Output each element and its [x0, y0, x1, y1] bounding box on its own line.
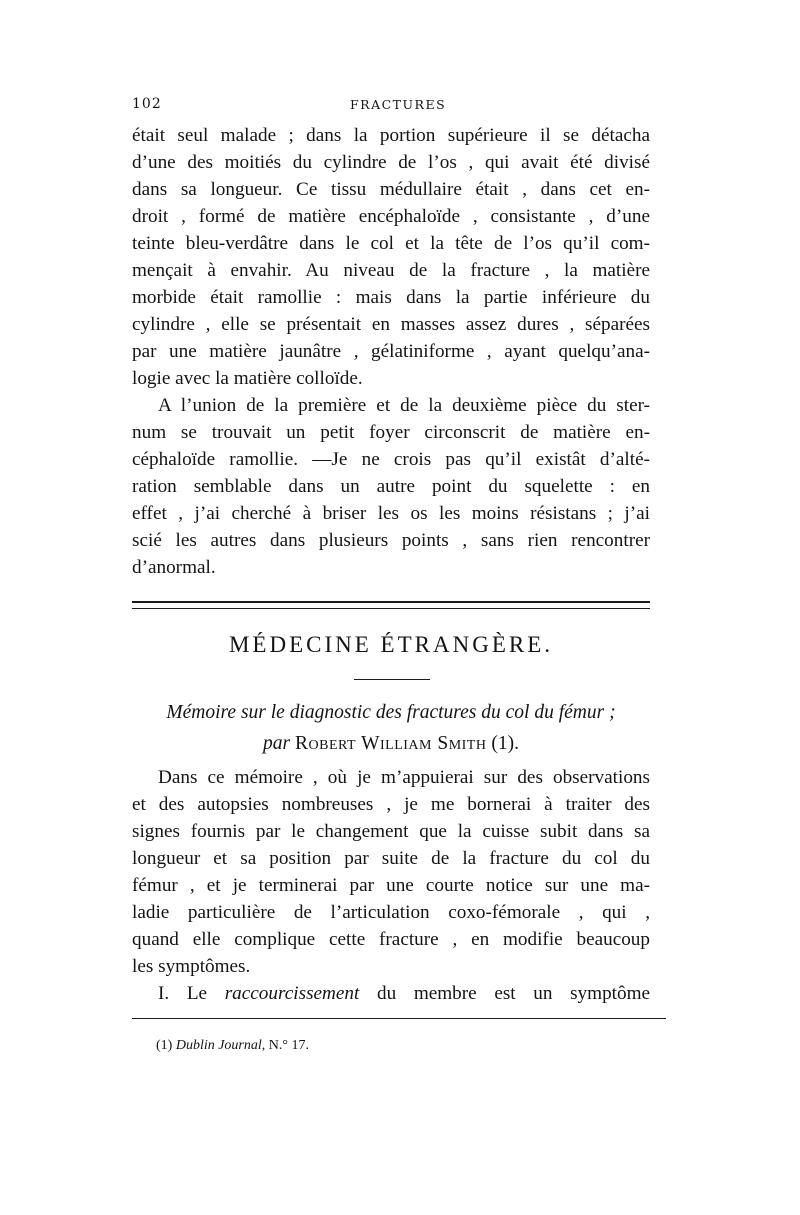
text-line: cylindre , elle se présentait en masses assez dures , séparées [132, 314, 650, 335]
text-line: et des autopsies nombreuses , je me bornerai à traiter des [132, 794, 650, 815]
text-line: ration semblable dans un autre point du squelette : en [132, 476, 650, 497]
text-line: signes fournis par le changement que la cuisse subit dans sa [132, 821, 650, 842]
text-line: mençait à envahir. Au niveau de la fracture , la matière [132, 260, 650, 281]
text-line: A l’union de la première et de la deuxième pièce du ster- [158, 395, 650, 416]
text-line: quand elle complique cette fracture , en modifie beaucoup [132, 929, 650, 950]
text-line: num se trouvait un petit foyer circonscrit de matière en- [132, 422, 650, 443]
title-rule [354, 679, 430, 680]
text-line: par une matière jaunâtre , gélatiniforme , ayant quelqu’ana- [132, 341, 650, 362]
section-title: MÉDECINE ÉTRANGÈRE. [228, 632, 554, 657]
memoir-paragraph [132, 764, 650, 1007]
byline-prefix: par [263, 733, 291, 754]
text-line: d’une des moitiés du cylindre de l’os , qui avait été divisé [132, 152, 650, 173]
text-line: dans sa longueur. Ce tissu médullaire était , dans cet en- [132, 179, 650, 200]
footnote-journal: Dublin Journal [175, 1038, 262, 1053]
page-header [132, 96, 652, 116]
intro-paragraphs [132, 122, 650, 581]
article-title: Mémoire sur le diagnostic des fractures du col du fémur ; [166, 702, 616, 723]
point-rest: du membre est un symptôme [377, 983, 651, 1004]
page-number: 102 [132, 96, 162, 112]
running-head: FRACTURES [350, 97, 447, 112]
point-number: I. [158, 983, 170, 1004]
text-line: céphaloïde ramollie. —Je ne crois pas qu’il existât d’alté- [132, 449, 650, 470]
text-line: droit , formé de matière encéphaloïde , consistante , d’une [132, 206, 650, 227]
author-name: Robert William Smith [295, 733, 487, 754]
text-line: ladie particulière de l’articulation coxo-fémorale , qui , [132, 902, 650, 923]
text-line: scié les autres dans plusieurs points , sans rien rencontrer [132, 530, 650, 551]
text-line: teinte bleu-verdâtre dans le col et la tête de l’os qu’il com- [132, 233, 650, 254]
text-line: fémur , et je terminerai par une courte notice sur une ma- [132, 875, 650, 896]
text-line: était seul malade ; dans la portion supérieure il se détacha [132, 125, 650, 146]
text-line: morbide était ramollie : mais dans la partie inférieure du [132, 287, 650, 308]
point-emphasis: raccourcissement [224, 983, 360, 1004]
footnote [156, 1038, 309, 1054]
footnote-issue: , N.° 17. [261, 1038, 309, 1053]
text-line: Dans ce mémoire , où je m’appuierai sur des observations [158, 767, 650, 788]
point-word: Le [186, 983, 208, 1004]
text-line: longueur et sa position par suite de la fracture du col du [132, 848, 650, 869]
article-byline [132, 733, 650, 755]
text-line: les symptômes. [132, 956, 251, 977]
section-divider [132, 601, 650, 609]
point-one-line [132, 980, 650, 1007]
text-line: d’anormal. [132, 557, 216, 578]
text-line: effet , j’ai cherché à briser les os les moins résistans ; j’ai [132, 503, 650, 524]
footnote-ref: (1). [491, 733, 519, 754]
footnote-marker: (1) [156, 1038, 173, 1053]
text-line: logie avec la matière colloïde. [132, 368, 363, 389]
footnote-rule [132, 1018, 666, 1019]
